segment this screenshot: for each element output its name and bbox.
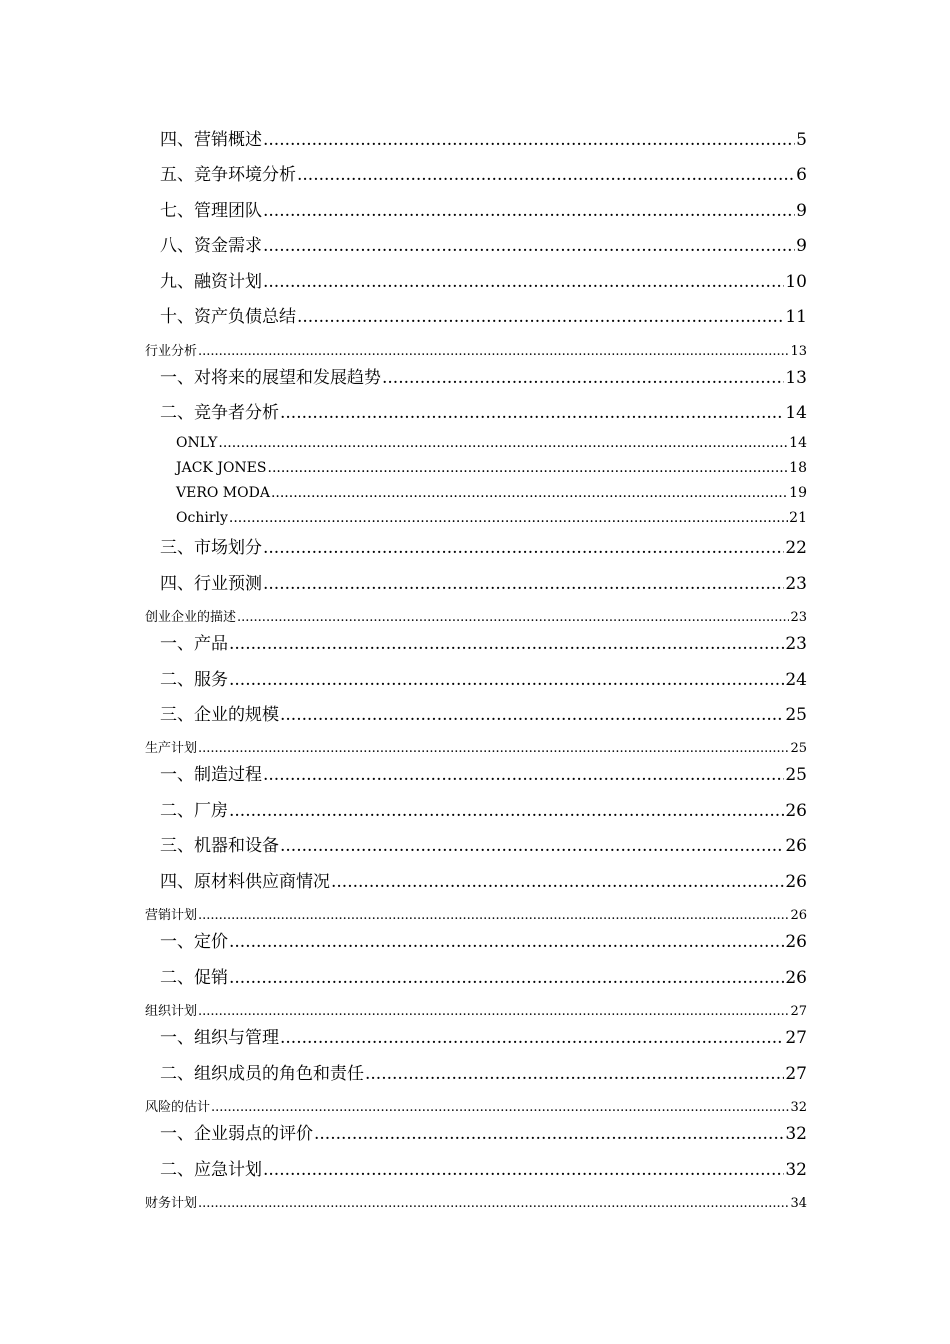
toc-entry-page: 9 (796, 201, 807, 221)
toc-entry[interactable] (176, 485, 807, 505)
dot-leader (229, 634, 784, 654)
dot-leader (271, 485, 788, 501)
toc-entry-page: 6 (796, 165, 807, 185)
toc-entry-page: 25 (785, 705, 807, 725)
toc-entry[interactable] (145, 737, 807, 755)
toc-entry-page: 10 (785, 272, 807, 292)
toc-entry-page: 14 (789, 435, 807, 451)
dot-leader (211, 1100, 789, 1115)
toc-entry[interactable] (145, 1192, 807, 1210)
toc-entry[interactable] (160, 125, 807, 149)
toc-entry[interactable] (145, 1096, 807, 1114)
toc-entry[interactable] (160, 831, 807, 855)
toc-entry-page: 34 (790, 1196, 807, 1211)
dot-leader (237, 610, 789, 625)
toc-entry-title: 二、应急计划 (160, 1160, 262, 1180)
toc-entry-title: 一、定价 (160, 932, 228, 952)
toc-entry[interactable] (160, 665, 807, 689)
toc-entry-title: 七、管理团队 (160, 201, 262, 221)
dot-leader (229, 932, 784, 952)
toc-entry-page: 24 (785, 670, 807, 690)
dot-leader (263, 1160, 784, 1180)
toc-entry[interactable] (160, 1059, 807, 1083)
toc-entry[interactable] (176, 435, 807, 455)
toc-entry-title: 八、资金需求 (160, 236, 262, 256)
dot-leader (263, 236, 795, 256)
dot-leader (229, 510, 788, 526)
toc-entry-page: 25 (790, 741, 807, 756)
toc-entry-page: 27 (790, 1004, 807, 1019)
dot-leader (297, 307, 784, 327)
toc-entry[interactable] (160, 700, 807, 724)
toc-entry-page: 27 (785, 1028, 807, 1048)
toc-entry-title: 一、组织与管理 (160, 1028, 279, 1048)
dot-leader (198, 1004, 789, 1019)
toc-entry[interactable] (145, 606, 807, 624)
toc-entry-title: 二、促销 (160, 968, 228, 988)
dot-leader (263, 130, 795, 150)
dot-leader (263, 574, 784, 594)
dot-leader (382, 368, 784, 388)
toc-entry[interactable] (160, 1023, 807, 1047)
toc-entry[interactable] (160, 267, 807, 291)
dot-leader (365, 1064, 784, 1084)
toc-entry-page: 5 (796, 130, 807, 150)
dot-leader (218, 435, 788, 451)
toc-entry-page: 23 (790, 610, 807, 625)
toc-entry-title: 三、市场划分 (160, 538, 262, 558)
toc-entry[interactable] (145, 340, 807, 358)
toc-entry[interactable] (160, 398, 807, 422)
toc-entry[interactable] (160, 569, 807, 593)
toc-entry-title: 一、对将来的展望和发展趋势 (160, 368, 381, 388)
toc-entry[interactable] (145, 1000, 807, 1018)
toc-entry-page: 26 (785, 932, 807, 952)
dot-leader (263, 765, 784, 785)
toc-entry-page: 23 (785, 634, 807, 654)
toc-entry-title: 营销计划 (145, 908, 198, 923)
toc-entry[interactable] (160, 760, 807, 784)
toc-entry[interactable] (145, 904, 807, 922)
toc-entry-title: 行业分析 (145, 344, 198, 359)
toc-entry-title: 生产计划 (145, 741, 198, 756)
toc-entry[interactable] (160, 302, 807, 326)
toc-entry-page: 21 (789, 510, 807, 526)
toc-entry-page: 32 (785, 1124, 807, 1144)
toc-entry-title: 三、企业的规模 (160, 705, 279, 725)
toc-entry-title: 二、竞争者分析 (160, 403, 279, 423)
toc-entry-title: 四、行业预测 (160, 574, 262, 594)
toc-entry-title: 创业企业的描述 (145, 610, 237, 625)
toc-entry[interactable] (160, 1119, 807, 1143)
dot-leader (198, 344, 789, 359)
toc-entry-title: 一、企业弱点的评价 (160, 1124, 313, 1144)
dot-leader (268, 460, 789, 476)
toc-entry-page: 26 (790, 908, 807, 923)
dot-leader (280, 1028, 784, 1048)
toc-entry-page: 32 (790, 1100, 807, 1115)
dot-leader (198, 741, 789, 756)
dot-leader (198, 1196, 789, 1211)
toc-entry-title: 九、融资计划 (160, 272, 262, 292)
toc-entry-title: ONLY (176, 435, 218, 451)
toc-entry-title: Ochirly (176, 510, 228, 526)
dot-leader (263, 201, 795, 221)
toc-entry[interactable] (160, 363, 807, 387)
toc-entry-title: 二、服务 (160, 670, 228, 690)
toc-entry-title: 一、制造过程 (160, 765, 262, 785)
toc-entry-title: 财务计划 (145, 1196, 198, 1211)
dot-leader (198, 908, 789, 923)
toc-entry[interactable] (160, 867, 807, 891)
toc-entry-page: 22 (785, 538, 807, 558)
toc-entry-page: 25 (785, 765, 807, 785)
toc-entry[interactable] (160, 1155, 807, 1179)
toc-entry-page: 26 (785, 801, 807, 821)
toc-entry[interactable] (176, 510, 807, 530)
dot-leader (280, 705, 784, 725)
toc-entry-title: 四、营销概述 (160, 130, 262, 150)
toc-entry-page: 26 (785, 872, 807, 892)
toc-entry-title: 一、产品 (160, 634, 228, 654)
toc-entry-page: 11 (785, 307, 807, 327)
dot-leader (297, 165, 795, 185)
toc-entry[interactable] (176, 460, 807, 480)
toc-entry-page: 26 (785, 836, 807, 856)
toc-entry-title: VERO MODA (176, 485, 270, 501)
toc-entry-page: 23 (785, 574, 807, 594)
toc-entry-page: 18 (789, 460, 807, 476)
toc-entry[interactable] (160, 796, 807, 820)
toc-entry[interactable] (160, 629, 807, 653)
toc-entry-title: JACK JONES (176, 460, 267, 476)
toc-entry-page: 14 (785, 403, 807, 423)
dot-leader (263, 538, 784, 558)
toc-entry-page: 32 (785, 1160, 807, 1180)
toc-entry-page: 13 (785, 368, 807, 388)
toc-entry-title: 二、厂房 (160, 801, 228, 821)
toc-entry[interactable] (160, 160, 807, 184)
dot-leader (331, 872, 784, 892)
toc-entry-title: 组织计划 (145, 1004, 198, 1019)
dot-leader (229, 968, 784, 988)
toc-entry-title: 五、竞争环境分析 (160, 165, 296, 185)
toc-entry-title: 二、组织成员的角色和责任 (160, 1064, 364, 1084)
dot-leader (280, 403, 784, 423)
toc-entry[interactable] (160, 963, 807, 987)
toc-entry[interactable] (160, 533, 807, 557)
toc-entry-page: 26 (785, 968, 807, 988)
toc-entry-page: 19 (789, 485, 807, 501)
toc-entry[interactable] (160, 231, 807, 255)
toc-entry-title: 三、机器和设备 (160, 836, 279, 856)
toc-entry-page: 13 (790, 344, 807, 359)
dot-leader (229, 670, 784, 690)
toc-entry-page: 9 (796, 236, 807, 256)
toc-entry[interactable] (160, 927, 807, 951)
toc-entry-title: 四、原材料供应商情况 (160, 872, 330, 892)
dot-leader (263, 272, 784, 292)
toc-entry-title: 风险的估计 (145, 1100, 211, 1115)
dot-leader (314, 1124, 784, 1144)
dot-leader (280, 836, 784, 856)
dot-leader (229, 801, 784, 821)
toc-entry[interactable] (160, 196, 807, 220)
toc-entry-page: 27 (785, 1064, 807, 1084)
toc-entry-title: 十、资产负债总结 (160, 307, 296, 327)
